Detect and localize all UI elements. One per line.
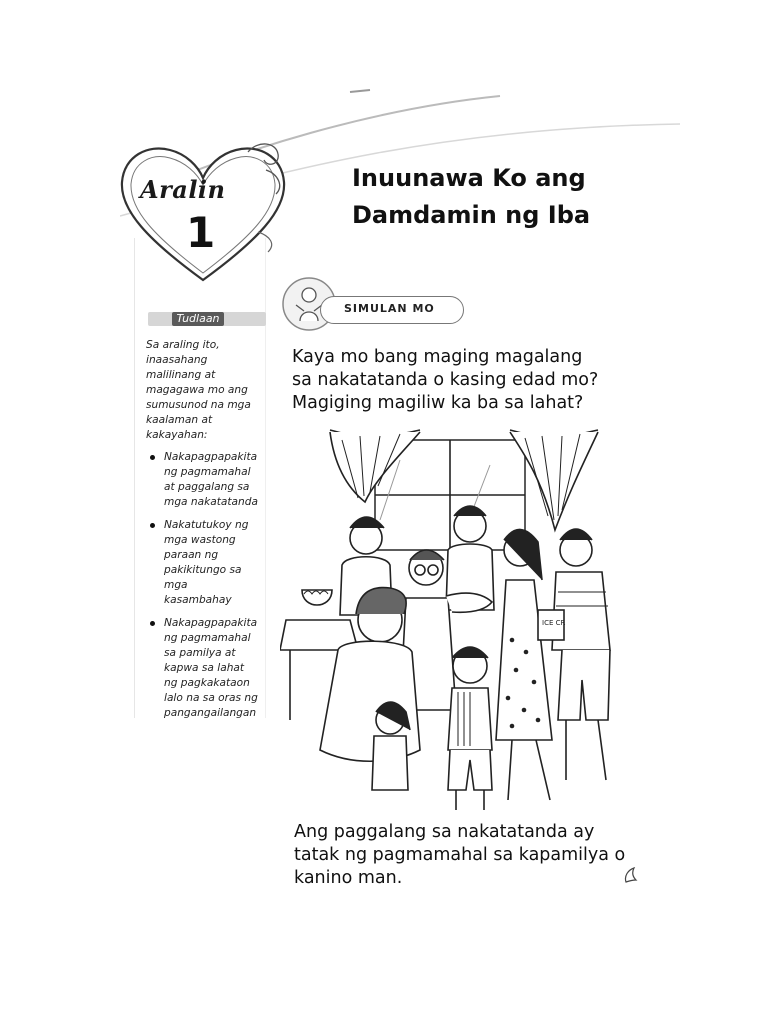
question-line-1: Kaya mo bang maging magalang bbox=[292, 347, 583, 367]
question-line-2: sa nakatatanda o kasing edad mo? bbox=[292, 370, 599, 390]
caption-line-3: kanino man. bbox=[294, 868, 403, 888]
objective-item: Nakapagpapakita ng pagmamahal sa pamilya at kapwa sa lahat ng pagkakataon lalo na sa oras ng pangangailangan bbox=[164, 617, 258, 719]
title-line-2: Damdamin ng Iba bbox=[352, 201, 591, 229]
objective-item: Nakatutukoy ng mga wastong paraan ng pakikitungo sa mga kasambahay bbox=[164, 518, 258, 608]
sidebar-header: Tudlaan bbox=[172, 312, 224, 326]
lesson-number: 1 bbox=[186, 208, 216, 257]
lesson-label: Aralin bbox=[140, 175, 226, 204]
sidebar-intro: Sa araling ito, inaasahang malilinang at magagawa mo ang sumusunod na mga kaalaman at kakayahan: bbox=[146, 339, 251, 441]
sidebar-objectives bbox=[146, 338, 258, 729]
corner-flourish-icon bbox=[622, 866, 638, 884]
section-label: SIMULAN MO bbox=[344, 302, 435, 315]
jar-label: ICE CR bbox=[542, 619, 566, 627]
lesson-title bbox=[352, 160, 652, 234]
caption-line-2: tatak ng pagmamahal sa kapamilya o bbox=[294, 845, 626, 865]
question-line-3: Magiging magiliw ka ba sa lahat? bbox=[292, 393, 584, 413]
family-figures bbox=[320, 506, 610, 810]
objective-list bbox=[146, 450, 258, 721]
title-line-1: Inuunawa Ko ang bbox=[352, 164, 586, 192]
family-illustration bbox=[280, 420, 640, 820]
caption-line-1: Ang paggalang sa nakatatanda ay bbox=[294, 822, 595, 842]
objective-item: Nakapagpapakita ng pagmamahal at paggalang sa mga nakatatanda bbox=[164, 451, 258, 508]
caption bbox=[294, 821, 654, 890]
opening-question bbox=[292, 346, 632, 415]
